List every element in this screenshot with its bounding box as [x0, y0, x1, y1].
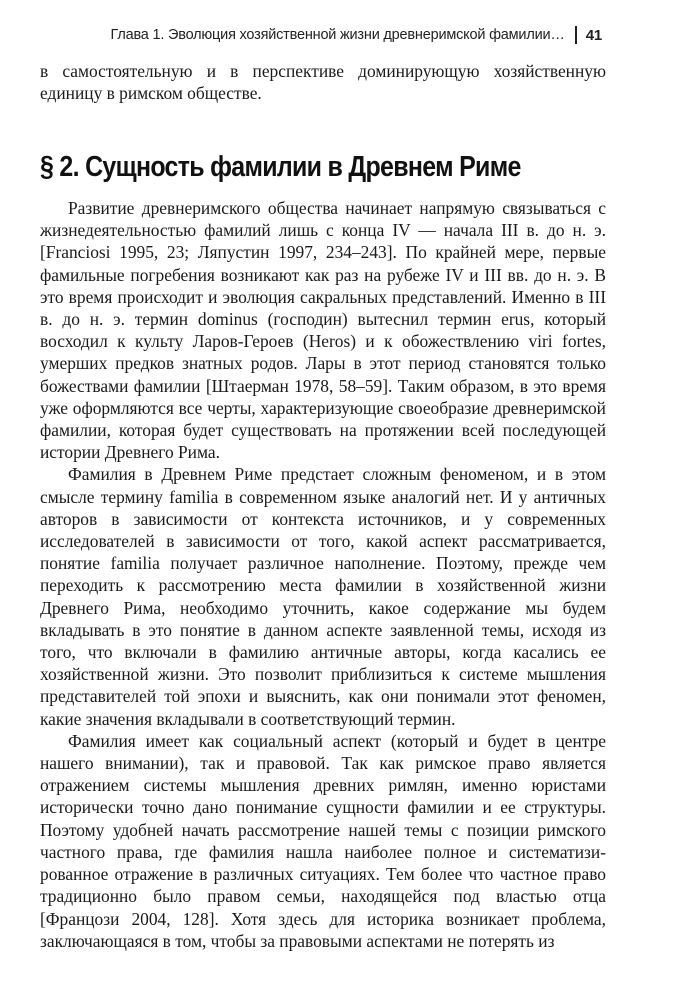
main-text: [40, 197, 606, 952]
intro-paragraph: в самостоятельную и в перспективе доминирующую хозяйственную единицу в римском обществе.: [40, 61, 606, 104]
section-title: § 2. Сущность фамилии в Древнем Риме: [40, 151, 521, 183]
running-title: Глава 1. Эволюция хозяйственной жизни древнеримской фамилии…: [110, 27, 565, 43]
paragraph-1: Развитие древнеримского общества начинает напрямую связываться с жизнедеятельностью фамилий лишь с конца IV — начала III в. до н. э. [Franciosi 1995, 23; Ляпустин 1997, 234–243]. По крайней мере, первые фамильные погребения возникают как раз на рубеже IV и III вв. до н. э. В это время происходит и эволюция сакральных представлений. Именно в III в. до н. э. термин dominus (господин) вытеснил термин erus, который восходил к культу Ларов-Героев (Heros) и к обожествлению viri fortes, умерших предков знатных родов. Лары в этот период становятся только божествами фамилии [Штаерман 1978, 58–59]. Таким образом, в это время уже оформляются все черты, характеризующие своеобразие древнеримской фамилии, которая будет существовать на протяжении всей последующей истории Древнего Рима.: [40, 198, 606, 463]
intro-text: [40, 60, 606, 104]
paragraph-2: Фамилия в Древнем Риме предстает сложным феноменом, и в этом смысле термину familia в современном языке аналогий нет. И у античных авторов в зависимости от контекста источников, и у современных исследователей в зависимости от того, какой аспект рассматривается, понятие familia получает различное наполнение. Поэтому, прежде чем переходить к рассмотрению места фамилии в хозяйственной жизни Древнего Рима, необходимо уточнить, какое содержание мы будем вкладывать в это понятие в данном аспекте заявленной темы, исходя из того, что включали в фамилию античные авторы, когда касались ее хозяйственной жизни. Это позволит приблизиться к системе мышления представителей той эпохи и выяснить, как они понимали этот феномен, какие значения вкладывали в соответствующий термин.: [40, 464, 606, 729]
header-separator: [575, 26, 577, 44]
paragraph-3: Фамилия имеет как социальный аспект (который и будет в центре нашего внимании), так и правовой. Так как римское право является отражением системы мышления древних римлян, именно юристами исторически точно дано понимание сущности фамилии и ее структуры. Поэтому удобней начать рассмотрение нашей темы с позиции римского частного права, где фамилия нашла наиболее полное и систематизированное отражение в различных ситуациях. Тем более что частное право традиционно было правом семьи, находящейся под властью отца [Францози 2004, 128]. Хотя здесь для историка возникает проблема, заключающаяся в том, чтобы за правовыми аспектами не потерять из: [40, 730, 606, 951]
page-number: 41: [585, 26, 602, 44]
running-header: [70, 24, 602, 46]
